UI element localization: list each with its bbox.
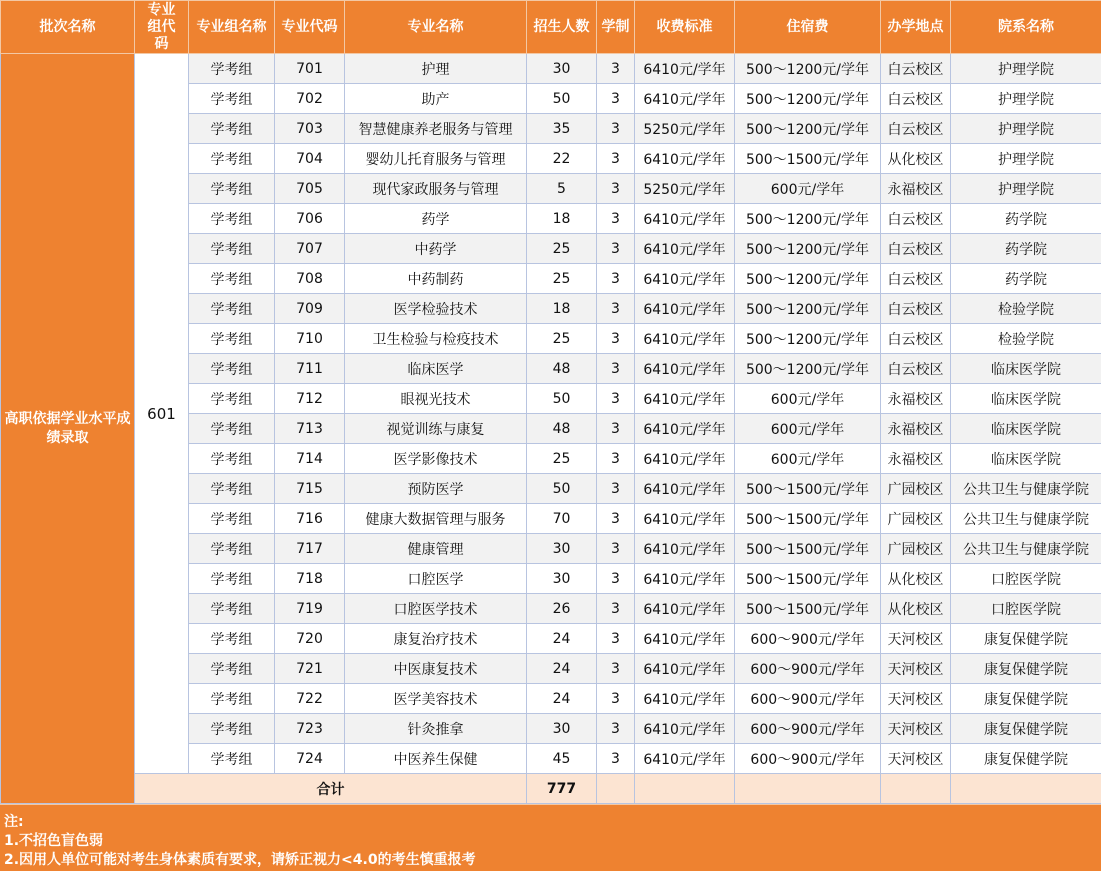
table-cell: 6410元/学年: [635, 534, 735, 564]
table-cell: 天河校区: [881, 744, 951, 774]
table-cell: 3: [597, 624, 635, 654]
table-cell: 永福校区: [881, 444, 951, 474]
table-cell: 500～1200元/学年: [735, 354, 881, 384]
table-cell: 722: [275, 684, 345, 714]
table-cell: 3: [597, 714, 635, 744]
table-cell: 永福校区: [881, 414, 951, 444]
header-cell: 住宿费: [735, 1, 881, 54]
group-code-cell: 601: [135, 54, 189, 774]
table-cell: 600元/学年: [735, 414, 881, 444]
table-cell: 预防医学: [345, 474, 527, 504]
table-cell: 护理学院: [951, 144, 1101, 174]
table-cell: 从化校区: [881, 594, 951, 624]
table-cell: 学考组: [189, 144, 275, 174]
table-cell: 714: [275, 444, 345, 474]
table-cell: 711: [275, 354, 345, 384]
header-cell: 专业代码: [275, 1, 345, 54]
table-cell: 白云校区: [881, 84, 951, 114]
table-body: [1, 54, 1101, 804]
table-cell: 600元/学年: [735, 174, 881, 204]
table-cell: 临床医学院: [951, 414, 1101, 444]
table-cell: 716: [275, 504, 345, 534]
table-cell: 医学影像技术: [345, 444, 527, 474]
table-cell: 6410元/学年: [635, 54, 735, 84]
table-cell: 500～1200元/学年: [735, 294, 881, 324]
table-cell: 3: [597, 54, 635, 84]
table-cell: 学考组: [189, 384, 275, 414]
table-cell: 6410元/学年: [635, 384, 735, 414]
notes-section: [0, 804, 1101, 871]
table-cell: 500～1500元/学年: [735, 534, 881, 564]
table-cell: 705: [275, 174, 345, 204]
table-cell: 50: [527, 84, 597, 114]
table-cell: 500～1200元/学年: [735, 114, 881, 144]
table-cell: 500～1500元/学年: [735, 144, 881, 174]
table-cell: 学考组: [189, 204, 275, 234]
table-cell: 口腔医学院: [951, 564, 1101, 594]
table-cell: 6410元/学年: [635, 684, 735, 714]
table-cell: 中药制药: [345, 264, 527, 294]
header-cell: 批次名称: [1, 1, 135, 54]
table-cell: 学考组: [189, 624, 275, 654]
table-cell: 3: [597, 594, 635, 624]
table-cell: 3: [597, 564, 635, 594]
table-cell: 712: [275, 384, 345, 414]
table-cell: 70: [527, 504, 597, 534]
table-cell: 视觉训练与康复: [345, 414, 527, 444]
table-cell: 22: [527, 144, 597, 174]
table-cell: 学考组: [189, 714, 275, 744]
table-cell: 600～900元/学年: [735, 624, 881, 654]
table-cell: 5250元/学年: [635, 114, 735, 144]
table-cell: 600元/学年: [735, 384, 881, 414]
table-cell: 708: [275, 264, 345, 294]
table-cell: 500～1200元/学年: [735, 264, 881, 294]
table-cell: 卫生检验与检疫技术: [345, 324, 527, 354]
table-cell: 600～900元/学年: [735, 684, 881, 714]
table-cell: 3: [597, 444, 635, 474]
table-cell: 26: [527, 594, 597, 624]
table-cell: 48: [527, 354, 597, 384]
table-cell: 健康大数据管理与服务: [345, 504, 527, 534]
table-cell: 康复保健学院: [951, 714, 1101, 744]
table-cell: 5: [527, 174, 597, 204]
table-cell: [735, 774, 881, 804]
table-cell: 50: [527, 384, 597, 414]
table-cell: 18: [527, 294, 597, 324]
table-cell: 天河校区: [881, 624, 951, 654]
table-cell: 719: [275, 594, 345, 624]
header-cell: 专业组代码: [135, 1, 189, 54]
table-cell: 药学院: [951, 234, 1101, 264]
table-cell: 6410元/学年: [635, 294, 735, 324]
table-cell: 6410元/学年: [635, 564, 735, 594]
table-cell: 30: [527, 714, 597, 744]
header-cell: 办学地点: [881, 1, 951, 54]
table-cell: 3: [597, 324, 635, 354]
table-cell: 3: [597, 144, 635, 174]
table-cell: 中医康复技术: [345, 654, 527, 684]
table-cell: 学考组: [189, 414, 275, 444]
header-cell: 学制: [597, 1, 635, 54]
table-cell: 24: [527, 624, 597, 654]
table-cell: 护理: [345, 54, 527, 84]
table-cell: 学考组: [189, 294, 275, 324]
table-cell: 临床医学院: [951, 444, 1101, 474]
table-cell: 45: [527, 744, 597, 774]
notes-title: 注:: [4, 814, 24, 830]
table-cell: 白云校区: [881, 234, 951, 264]
table-cell: 临床医学院: [951, 354, 1101, 384]
table-cell: 3: [597, 504, 635, 534]
table-cell: 康复保健学院: [951, 654, 1101, 684]
table-cell: 715: [275, 474, 345, 504]
table-cell: 天河校区: [881, 654, 951, 684]
table-cell: 600元/学年: [735, 444, 881, 474]
table-cell: 721: [275, 654, 345, 684]
table-cell: 6410元/学年: [635, 504, 735, 534]
table-cell: 白云校区: [881, 264, 951, 294]
table-cell: 学考组: [189, 594, 275, 624]
table-cell: 600～900元/学年: [735, 654, 881, 684]
table-cell: 6410元/学年: [635, 144, 735, 174]
table-cell: 公共卫生与健康学院: [951, 534, 1101, 564]
table-row: [1, 54, 1101, 84]
header-cell: 收费标准: [635, 1, 735, 54]
table-cell: 720: [275, 624, 345, 654]
table-cell: 707: [275, 234, 345, 264]
table-cell: 724: [275, 744, 345, 774]
table-cell: 中药学: [345, 234, 527, 264]
table-cell: 白云校区: [881, 114, 951, 144]
table-cell: 6410元/学年: [635, 354, 735, 384]
table-cell: 25: [527, 324, 597, 354]
note-item: 2.因用人单位可能对考生身体素质有要求，请矫正视力<4.0的考生慎重报考: [4, 852, 476, 868]
table-cell: 500～1200元/学年: [735, 84, 881, 114]
table-cell: 学考组: [189, 564, 275, 594]
table-cell: 健康管理: [345, 534, 527, 564]
table-cell: 临床医学: [345, 354, 527, 384]
table-cell: 康复保健学院: [951, 624, 1101, 654]
note-item: 1.不招色盲色弱: [4, 833, 104, 849]
table-cell: 从化校区: [881, 564, 951, 594]
table-cell: 24: [527, 654, 597, 684]
table-cell: 天河校区: [881, 684, 951, 714]
table-cell: 3: [597, 654, 635, 684]
table-cell: 婴幼儿托育服务与管理: [345, 144, 527, 174]
table-cell: 学考组: [189, 324, 275, 354]
table-cell: [635, 774, 735, 804]
table-cell: 药学院: [951, 204, 1101, 234]
table-cell: 3: [597, 114, 635, 144]
table-cell: 白云校区: [881, 54, 951, 84]
table-cell: 康复治疗技术: [345, 624, 527, 654]
table-cell: 5250元/学年: [635, 174, 735, 204]
table-cell: 学考组: [189, 354, 275, 384]
table-cell: 6410元/学年: [635, 714, 735, 744]
batch-name-cell: 高职依据学业水平成绩录取: [1, 54, 135, 804]
table-cell: 广园校区: [881, 504, 951, 534]
table-cell: 713: [275, 414, 345, 444]
table-cell: 学考组: [189, 474, 275, 504]
table-cell: [951, 774, 1101, 804]
table-cell: 学考组: [189, 264, 275, 294]
table-cell: 3: [597, 744, 635, 774]
table-cell: 500～1500元/学年: [735, 474, 881, 504]
total-value: 777: [527, 774, 597, 804]
table-cell: 6410元/学年: [635, 264, 735, 294]
table-cell: 白云校区: [881, 204, 951, 234]
table-cell: 学考组: [189, 174, 275, 204]
table-cell: 公共卫生与健康学院: [951, 504, 1101, 534]
table-cell: 学考组: [189, 684, 275, 714]
table-cell: 学考组: [189, 54, 275, 84]
table-cell: 50: [527, 474, 597, 504]
table-cell: 永福校区: [881, 384, 951, 414]
table-cell: 709: [275, 294, 345, 324]
table-cell: 智慧健康养老服务与管理: [345, 114, 527, 144]
table-cell: 6410元/学年: [635, 204, 735, 234]
total-label: 合计: [135, 774, 527, 804]
table-cell: 3: [597, 384, 635, 414]
table-cell: 医学检验技术: [345, 294, 527, 324]
table-cell: 广园校区: [881, 534, 951, 564]
table-cell: 学考组: [189, 534, 275, 564]
header-row: [1, 1, 1101, 54]
table-cell: 25: [527, 234, 597, 264]
table-cell: 白云校区: [881, 354, 951, 384]
table-cell: 针灸推拿: [345, 714, 527, 744]
table-cell: 检验学院: [951, 324, 1101, 354]
table-cell: 6410元/学年: [635, 324, 735, 354]
table-cell: 天河校区: [881, 714, 951, 744]
table-cell: 3: [597, 174, 635, 204]
table-cell: 703: [275, 114, 345, 144]
table-cell: 广园校区: [881, 474, 951, 504]
header-cell: 院系名称: [951, 1, 1101, 54]
header-cell: 专业组名称: [189, 1, 275, 54]
table-cell: 600～900元/学年: [735, 744, 881, 774]
table-cell: 3: [597, 474, 635, 504]
table-cell: 48: [527, 414, 597, 444]
table-cell: 学考组: [189, 114, 275, 144]
table-cell: 500～1200元/学年: [735, 54, 881, 84]
table-cell: 药学: [345, 204, 527, 234]
table-cell: 3: [597, 534, 635, 564]
table-cell: 药学院: [951, 264, 1101, 294]
table-cell: 701: [275, 54, 345, 84]
table-cell: 学考组: [189, 744, 275, 774]
table-cell: 白云校区: [881, 324, 951, 354]
table-cell: 30: [527, 54, 597, 84]
table-cell: 18: [527, 204, 597, 234]
table-cell: 6410元/学年: [635, 444, 735, 474]
table-cell: 6410元/学年: [635, 594, 735, 624]
table-cell: 702: [275, 84, 345, 114]
table-cell: 学考组: [189, 444, 275, 474]
table-cell: 723: [275, 714, 345, 744]
table-cell: 学考组: [189, 504, 275, 534]
table-cell: 检验学院: [951, 294, 1101, 324]
table-cell: 3: [597, 684, 635, 714]
table-cell: 30: [527, 564, 597, 594]
table-cell: 35: [527, 114, 597, 144]
table-cell: 口腔医学: [345, 564, 527, 594]
table-cell: 护理学院: [951, 54, 1101, 84]
table-cell: 6410元/学年: [635, 744, 735, 774]
table-cell: 6410元/学年: [635, 624, 735, 654]
table-cell: 500～1200元/学年: [735, 324, 881, 354]
table-cell: 康复保健学院: [951, 684, 1101, 714]
table-cell: 500～1200元/学年: [735, 204, 881, 234]
table-cell: 3: [597, 204, 635, 234]
table-cell: 600～900元/学年: [735, 714, 881, 744]
table-cell: 口腔医学技术: [345, 594, 527, 624]
table-cell: 医学美容技术: [345, 684, 527, 714]
table-cell: 6410元/学年: [635, 654, 735, 684]
table-cell: 3: [597, 294, 635, 324]
table-cell: 现代家政服务与管理: [345, 174, 527, 204]
table-cell: 口腔医学院: [951, 594, 1101, 624]
table-cell: [597, 774, 635, 804]
table-cell: 500～1500元/学年: [735, 504, 881, 534]
table-cell: 704: [275, 144, 345, 174]
table-cell: 3: [597, 84, 635, 114]
table-cell: 500～1500元/学年: [735, 594, 881, 624]
table-cell: 3: [597, 234, 635, 264]
table-cell: 3: [597, 264, 635, 294]
table-cell: 717: [275, 534, 345, 564]
table-cell: 3: [597, 354, 635, 384]
table-cell: 6410元/学年: [635, 414, 735, 444]
table-cell: 学考组: [189, 84, 275, 114]
table-cell: 永福校区: [881, 174, 951, 204]
table-cell: 学考组: [189, 234, 275, 264]
table-cell: 护理学院: [951, 114, 1101, 144]
table-cell: 25: [527, 264, 597, 294]
table-cell: 6410元/学年: [635, 84, 735, 114]
table-cell: 公共卫生与健康学院: [951, 474, 1101, 504]
table-cell: 眼视光技术: [345, 384, 527, 414]
table-cell: 从化校区: [881, 144, 951, 174]
table-cell: 718: [275, 564, 345, 594]
table-cell: 护理学院: [951, 174, 1101, 204]
table-cell: 白云校区: [881, 294, 951, 324]
table-cell: 30: [527, 534, 597, 564]
table-cell: 康复保健学院: [951, 744, 1101, 774]
table-cell: 学考组: [189, 654, 275, 684]
table-cell: 6410元/学年: [635, 474, 735, 504]
total-row: [1, 774, 1101, 804]
table-cell: 护理学院: [951, 84, 1101, 114]
table-cell: 706: [275, 204, 345, 234]
table-cell: 助产: [345, 84, 527, 114]
table-cell: 25: [527, 444, 597, 474]
header-cell: 招生人数: [527, 1, 597, 54]
table-cell: [881, 774, 951, 804]
table-cell: 3: [597, 414, 635, 444]
table-cell: 中医养生保健: [345, 744, 527, 774]
table-cell: 710: [275, 324, 345, 354]
table-cell: 500～1500元/学年: [735, 564, 881, 594]
table-cell: 24: [527, 684, 597, 714]
table-cell: 临床医学院: [951, 384, 1101, 414]
table-cell: 6410元/学年: [635, 234, 735, 264]
table-cell: 500～1200元/学年: [735, 234, 881, 264]
header-cell: 专业名称: [345, 1, 527, 54]
